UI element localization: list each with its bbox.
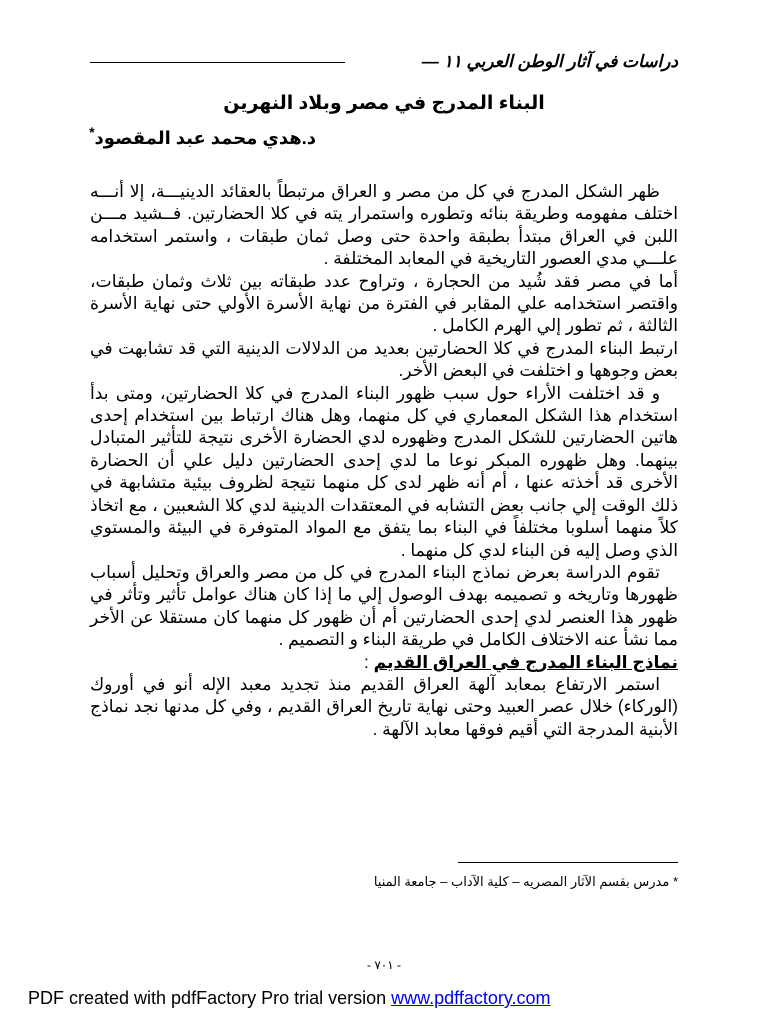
author-footnote-marker: * (89, 124, 95, 140)
pdf-watermark (28, 988, 551, 1009)
running-title: دراسات في آثار الوطن العربي ١١ — (421, 52, 678, 71)
page-number: - ٧٠١ - (366, 958, 402, 972)
section-heading: نماذج البناء المدرج في العراق القديم (373, 651, 678, 672)
article-title: البناء المدرج في مصر وبلاد النهرين (223, 93, 545, 114)
footnote-text: مدرس بقسم الآثار المصريه – كلية الآداب – جامعة المنيا (373, 874, 670, 889)
paragraph-1: ظهر الشكل المدرج في كل من مصر و العراق مرتبطاً بالعقائد الدينيـــة، إلا أنـــه اختلف مفهومه وطريقة بنائه وتطوره واستمرار يته في كلا الحضارتين. فــشيد مـــن اللبن في العراق مبتدأ بطبقة واحدة حتى وصل ثمان طبقات ، واستمر استخدامه علـــي مدي العصور التاريخية في المعابد المختلفة . (90, 181, 678, 269)
watermark-text: PDF created with pdfFactory Pro trial version (28, 988, 392, 1008)
paragraph-4: و قد اختلفت الأراء حول سبب ظهور البناء المدرج في كلا الحضارتين، ومتى بدأ استخدام هذا الشكل المعماري في كل منهما، وهل هناك ارتباط بين استخدام إحدى هاتين الحضارتين للشكل المدرج وظهوره لدي الحضارة الأخرى نتيجة للتأثير المتبادل بينهما. وهل ظهوره المبكر نوعا ما لدي إحدى الحضارتين دليل علي أن الحضارة الأخرى قد أخذته عنها ، أم أنه ظهر لدى كل منهما نتيجة لظروف بيئية متشابهة في ذلك الوقت إلي جانب بعض التشابه في المعتقدات الدينية لدي كلا الشعبين ، مع اتخاذ كلاً منهما أسلوبا مختلفاً في البناء بما يتفق مع المواد المتوفرة في البيئة والمستوي الذي وصل إليه فن البناء لدي كل منهما . (90, 382, 678, 560)
article-body (90, 180, 678, 740)
paragraph-3: ارتبط البناء المدرج في كلا الحضارتين بعديد من الدلالات الدينية التي قد تشابهت في بعض وجوهها و اختلفت في البعض الأخر. (90, 337, 678, 381)
paragraph-5: تقوم الدراسة بعرض نماذج البناء المدرج في كل من مصر والعراق وتحليل أسباب ظهورها وتاريخه و تصميمه بهدف الوصول إلي ما إذا كان هناك عوامل تأثير وتأثر في ظهور هذا العنصر لدي إحدى الحضارتين أم أن ظهور كل منهما كان مستقلا عن الأخر مما نشأ عنه الاختلاف الكامل في طريقة البناء و التصميم . (90, 561, 678, 650)
running-header (90, 50, 678, 76)
header-rule (90, 62, 345, 63)
section-heading-colon: : (364, 651, 374, 672)
author-line (89, 124, 316, 149)
section-heading-line (90, 651, 678, 673)
paragraph-2: أما في مصر فقد شُيد من الحجارة ، وتراوح عدد طبقاته بين ثلاث وثمان طبقات، واقتصر استخدامه علي المقابر في الفترة من نهاية الأسرة الأولي حتى نهاية الأسرة الثالثة ، ثم تطور إلي الهرم الكامل . (90, 270, 678, 336)
section-paragraph: استمر الارتفاع بمعابد آلهة العراق القديم منذ تجديد معبد الإله أنو في أوروك (الوركاء) خلال عصر العبيد وحتى نهاية تاريخ العراق القديم ، وفي كل مدنها نجد نماذج الأبنية المدرجة التي أقيم فوقها معابد الآلهة . (90, 673, 678, 739)
footnote-marker: * (672, 874, 678, 889)
footnote-rule (458, 862, 678, 863)
watermark-link[interactable]: www.pdffactory.com (391, 988, 551, 1008)
author-name: د.هدي محمد عبد المقصود (94, 128, 316, 148)
footnote (374, 874, 678, 890)
